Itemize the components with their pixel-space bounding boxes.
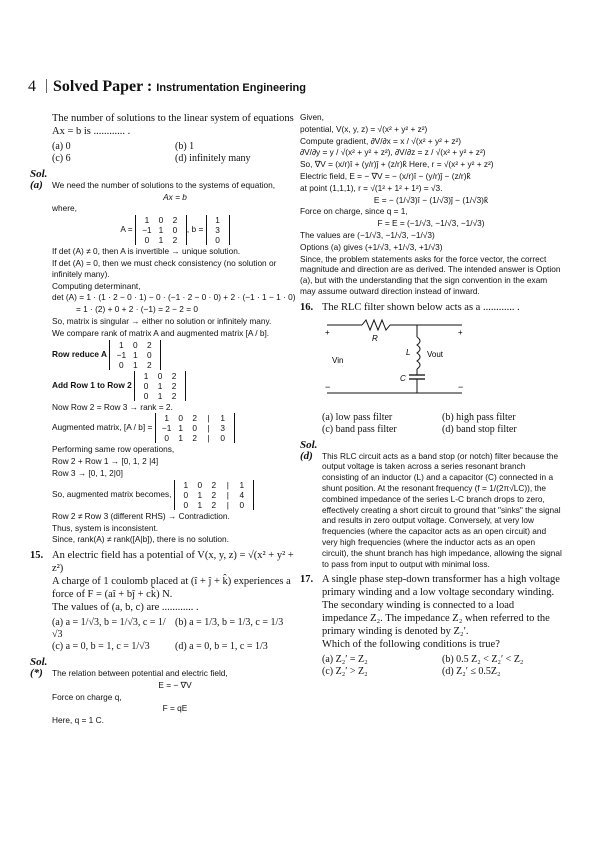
question-14: The number of solutions to the linear system of equations Ax = b is ............ . — [52, 113, 294, 137]
option: (d) infinitely many — [175, 153, 251, 164]
svg-text:−: − — [325, 381, 331, 392]
matrix-a: A = 1 0 2 −1 1 0 0 1 2, b = 1 3 0 — [52, 215, 298, 245]
question-number: 15. — [30, 550, 44, 562]
left-column — [30, 112, 298, 727]
solution-line: Since, rank(A) ≠ rank([A|b]), there is no solution. — [52, 534, 229, 545]
svg-text:−: − — [458, 381, 464, 392]
option: (b) a = 1/3, b = 1/3, c = 1/3 — [175, 617, 284, 629]
solution-line: Row 3 → [0, 1, 2|0] — [52, 467, 123, 478]
option: (a) a = 1/√3, b = 1/√3, c = 1/√3 — [52, 617, 166, 641]
solution-line: where, — [52, 203, 77, 214]
solution-line: If det (A) = 0, then we must check consistency (no solution or infinitely many). — [52, 257, 277, 279]
vout-label: Vout — [427, 349, 444, 359]
svg-text:+: + — [458, 327, 463, 337]
solution-label: Sol. (*) — [30, 656, 48, 679]
capacitor-label: C — [400, 373, 406, 383]
solution-line: If det (A) ≠ 0, then A is invertible → unique solution. — [52, 246, 241, 257]
solution-line: We need the number of solutions to the systems of equation, — [52, 179, 276, 190]
header-title: Solved Paper : — [53, 78, 153, 95]
question-14-options — [52, 141, 298, 165]
augmented-result: So, augmented matrix becomes, 1 0 2 | 1 0 1 2 | 4 0 1 2 | 0 — [52, 480, 298, 510]
solution-line: Thus, system is inconsistent. — [52, 522, 159, 533]
add-row: Add Row 1 to Row 2 1 0 2 0 1 2 0 1 2 — [52, 371, 298, 401]
svg-text:+: + — [325, 327, 330, 337]
page-header — [28, 78, 306, 96]
solution-line: We compare rank of matrix A and augmented matrix [A / b]. — [52, 327, 270, 338]
question-17-options — [322, 654, 562, 678]
row-reduce: Row reduce A 1 0 2 −1 1 0 0 1 2 — [52, 340, 298, 370]
solution-line: Row 2 ≠ Row 3 (different RHS) → Contradiction. — [52, 510, 230, 521]
option: (a) low pass filter — [322, 411, 393, 423]
solution-15: Sol. (*) The relation between potential and electric field, E = − ∇V Force on charge q, F = qE Here, q = 1 C. — [30, 656, 228, 726]
equation: Ax = b — [163, 191, 187, 202]
option: (b) 0.5 Z₂ < Z₂′ < Z₂ — [442, 654, 524, 666]
resistor-label: R — [372, 333, 378, 343]
right-column — [300, 112, 562, 682]
option: (a) Z₂′ = Z₂ — [322, 654, 368, 666]
question-15-options — [52, 617, 298, 653]
question-16-options — [322, 412, 562, 436]
option: (c) band pass filter — [322, 423, 397, 435]
question-number: 17. — [300, 574, 314, 586]
solution-line: So, matrix is singular → either no solution or infinitely many. — [52, 315, 272, 326]
option: (b) 1 — [175, 141, 195, 152]
question-15: 15. An electric field has a potential of V(x, y, z) = √(x² + y² + z²) A charge of 1 coulomb placed at (î + ĵ + k̂) experiences a force of F = (aî + bĵ + ck̂) N. The values of (a, b, c) are ............ . — [30, 550, 294, 614]
header-subtitle: Instrumentation Engineering — [156, 82, 306, 94]
solution-16: Sol. (d) This RLC circuit acts as a band stop (or notch) filter because the output voltage is taken across a series resonant branch consisting of an inductor (L) and a capacitor (C) connected in a shunt position. At the resonant frequency (f = 1/(2π√LC)), the combined impedance of the series L-C branch drops to zero, effectively creating a short circuit to ground that "sinks" the signal and results in zero output voltage. Conversely, at very low frequencies (where the capacitor acts as an open circuit) and very high frequencies (where the inductor acts as an open circuit), the shunt branch has high impedance, allowing the signal to pass from input to output with minimal loss. — [300, 438, 562, 569]
solution-line: Computing determinant, — [52, 280, 141, 291]
option: (c) Z₂′ > Z₂ — [322, 666, 368, 678]
solution-line: Row 2 + Row 1 → [0, 1, 2 |4] — [52, 456, 159, 467]
question-number: 16. — [300, 301, 314, 313]
solution-14 — [30, 169, 298, 545]
solution-line: det (A) = 1 · (1 · 2 − 0 · 1) − 0 · (−1 · 2 − 0 · 0) + 2 · (−1 · 1 − 1 · 0) — [52, 292, 296, 303]
option: (c) 6 — [52, 153, 71, 164]
solution-line: = 1 · (2) + 0 + 2 · (−1) = 2 − 2 = 0 — [76, 304, 198, 315]
option: (d) band stop filter — [442, 423, 517, 435]
question-16: 16. The RLC filter shown below acts as a ............ . — [300, 301, 520, 313]
divider — [46, 79, 47, 93]
inductor-label: L — [406, 347, 411, 357]
solution-15-continued: Given, potential, V(x, y, z) = √(x² + y² + z²) Compute gradient, ∂V/∂x = x / √(x² + y² + z²) ∂V/∂y = y / √(x² + y² + z²), ∂V/∂z = z / √(x² + y² + z²) So, ∇V = (x/r)î + (y/r)ĵ + (z/r)k̂ Here, r = √(x² + y² + z²) Electric field, E = − ∇V = − (x/r)î − (y/r)ĵ − (z/r)k̂ at point (1,1,1), r = √(1² + 1² + 1²) = √3. E = − (1/√3)î − (1/√3)ĵ − (1/√3)k̂ Force on charge, since q = 1, F = E = (−1/√3, −1/√3, −1/√3) The values are (−1/√3, −1/√3, −1/√3) Options (a) gives (+1/√3, +1/√3, +1/√3) Since, the problem statements asks for the force vector, the correct magnitude and direction are as derived. The intended answer is Option (a), but with the understanding that the sign convention in the exam may assume outward direction instead of inward. — [300, 112, 561, 296]
option: (d) a = 0, b = 1, c = 1/3 — [175, 641, 268, 653]
solution-label: Sol. (d) — [300, 438, 318, 462]
solution-label: Sol. (a) — [30, 168, 48, 191]
augmented-matrix: Augmented matrix, [A / b] = 1 0 2 | 1 −1 1 0 | 3 0 1 2 | 0 — [52, 413, 298, 443]
solution-line: Now Row 2 = Row 3 → rank = 2. — [52, 401, 173, 412]
rlc-circuit-diagram — [322, 317, 562, 408]
option: (d) Z₂′ ≤ 0.5Z₂ — [442, 666, 501, 678]
option: (c) a = 0, b = 1, c = 1/√3 — [52, 641, 150, 653]
question-17: 17. A single phase step-down transformer has a high voltage primary winding and a low voltage secondary winding. The secondary winding is connected to a load impedance Z₂. The impedance Z₂ when referred to the primary winding is denoted by Z₂′. Which of the following conditions is true? — [300, 574, 560, 651]
vin-label: Vin — [332, 355, 344, 365]
solution-line: Performing same row operations, — [52, 444, 175, 455]
page-number: 4 — [28, 78, 36, 95]
option: (b) high pass filter — [442, 411, 516, 423]
option: (a) 0 — [52, 141, 71, 152]
